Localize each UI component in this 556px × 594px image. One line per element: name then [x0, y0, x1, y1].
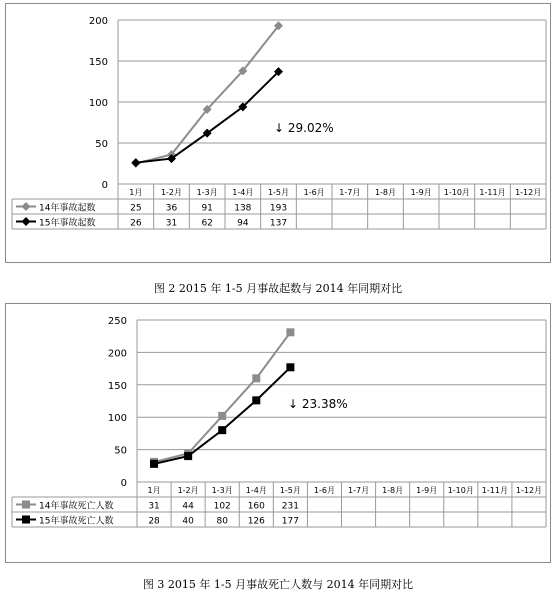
data-table-value: 102	[213, 501, 231, 512]
y-tick-label: 0	[120, 478, 127, 489]
legend-label: 15年事故起数	[39, 218, 96, 229]
data-table-value: 193	[269, 203, 288, 214]
data-table-value: 31	[148, 501, 160, 512]
accidents-line-chart	[6, 4, 550, 262]
x-category-label: 1-2月	[177, 486, 199, 495]
data-table-value: 36	[165, 203, 178, 214]
data-table-value: 44	[182, 501, 194, 512]
y-tick-label: 50	[95, 139, 108, 150]
x-category-label: 1-9月	[410, 188, 432, 197]
legend-marker	[22, 202, 31, 211]
data-point	[252, 374, 260, 382]
y-tick-label: 100	[107, 413, 127, 425]
x-category-label: 1-11月	[481, 486, 508, 495]
data-table-value: 31	[165, 218, 178, 229]
legend-label: 14年事故死亡人数	[39, 501, 114, 512]
x-category-label: 1-4月	[245, 486, 267, 495]
y-tick-label: 150	[107, 380, 127, 392]
x-category-label: 1月	[147, 486, 161, 495]
legend-marker	[22, 501, 30, 509]
x-category-label: 1-3月	[211, 486, 233, 495]
x-category-label: 1-7月	[339, 188, 361, 197]
change-annotation: ↓ 23.38%	[288, 397, 348, 411]
legend-marker	[22, 217, 31, 226]
data-table-value: 177	[281, 516, 299, 527]
data-point	[150, 460, 158, 468]
chart-panel-deaths	[5, 303, 551, 563]
figure-3-caption: 图 3 2015 年 1-5 月事故死亡人数与 2014 年同期对比	[142, 578, 414, 591]
data-table-value: 80	[216, 516, 228, 527]
legend-marker	[22, 516, 30, 524]
y-tick-label: 50	[114, 445, 127, 457]
deaths-line-chart	[6, 304, 550, 562]
x-category-label: 1-4月	[232, 188, 254, 197]
x-category-label: 1-5月	[267, 188, 290, 197]
data-table-value: 40	[182, 516, 194, 527]
y-tick-label: 0	[101, 180, 108, 191]
data-table-value: 25	[130, 203, 142, 214]
data-table-value: 126	[247, 516, 265, 527]
x-category-label: 1月	[129, 188, 143, 197]
data-point	[218, 426, 226, 434]
y-tick-label: 250	[107, 316, 127, 327]
chart-panel-accidents	[5, 3, 551, 263]
x-category-label: 1-9月	[416, 486, 438, 495]
data-table-value: 138	[234, 203, 252, 214]
legend-label: 15年事故死亡人数	[39, 516, 114, 527]
legend-label: 14年事故起数	[39, 203, 96, 214]
data-point	[252, 396, 260, 404]
data-point	[184, 452, 192, 460]
y-tick-label: 200	[107, 348, 127, 360]
data-table-value: 160	[247, 501, 265, 512]
x-category-label: 1-10月	[447, 486, 474, 495]
x-category-label: 1-6月	[313, 486, 335, 495]
data-table-value: 28	[148, 516, 160, 527]
data-table-value: 137	[269, 218, 288, 229]
data-table-value: 91	[201, 203, 213, 214]
y-tick-label: 100	[88, 98, 108, 109]
x-category-label: 1-8月	[374, 188, 397, 197]
x-category-label: 1-5月	[279, 486, 301, 495]
change-annotation: ↓ 29.02%	[274, 121, 334, 135]
data-table-value: 26	[130, 218, 142, 229]
figure-2-caption: 图 2 2015 年 1-5 月事故起数与 2014 年同期对比	[153, 282, 403, 295]
data-table-value: 231	[281, 501, 299, 512]
data-point	[131, 158, 140, 167]
x-category-label: 1-12月	[515, 188, 542, 197]
data-point	[286, 328, 294, 336]
x-category-label: 1-2月	[160, 188, 183, 197]
x-category-label: 1-12月	[515, 486, 543, 495]
x-category-label: 1-6月	[303, 188, 325, 197]
x-category-label: 1-10月	[443, 188, 470, 197]
y-tick-label: 200	[88, 16, 108, 27]
data-point	[218, 412, 226, 420]
data-table-value: 94	[237, 218, 249, 229]
data-point	[286, 363, 294, 371]
series-line	[154, 332, 290, 462]
x-category-label: 1-11月	[479, 188, 506, 197]
y-tick-label: 150	[88, 57, 108, 68]
x-category-label: 1-7月	[348, 486, 370, 495]
x-category-label: 1-8月	[382, 486, 404, 495]
data-table-value: 62	[201, 218, 213, 229]
series-line	[136, 72, 279, 163]
x-category-label: 1-3月	[196, 188, 218, 197]
